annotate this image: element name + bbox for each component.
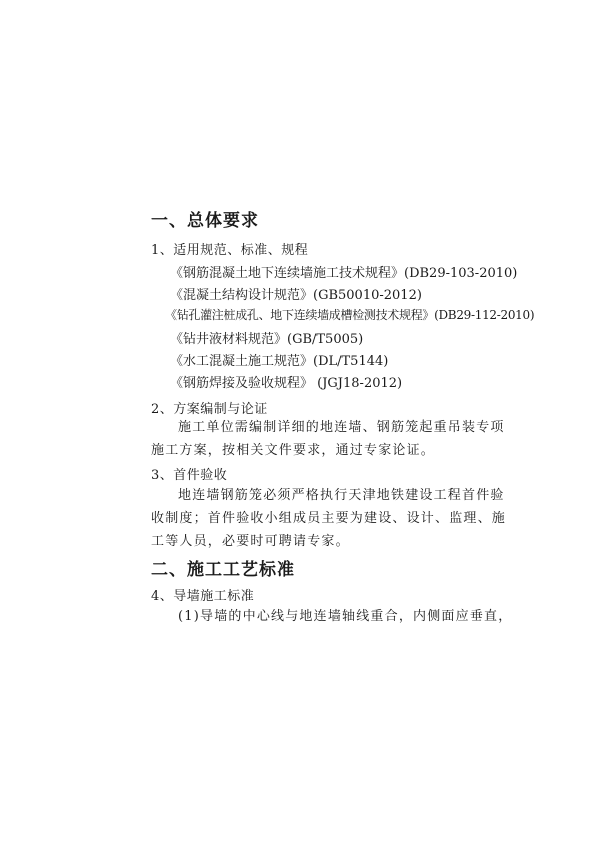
paragraph-line: 施工方案，按相关文件要求，通过专家论证。 — [151, 443, 436, 458]
standard-reference: 《混凝土结构设计规范》(GB50010-2012) — [170, 288, 422, 303]
paragraph-line: (1)导墙的中心线与地连墙轴线重合，内侧面应垂直， — [178, 609, 513, 624]
standard-reference: 《钢筋焊接及验收规程》 (JGJ18-2012) — [170, 376, 403, 391]
paragraph-line: 施工单位需编制详细的地连墙、钢筋笼起重吊装专项 — [178, 420, 505, 435]
item-heading-first-piece-acceptance: 3、首件验收 — [151, 468, 228, 483]
paragraph-first-piece-acceptance — [151, 484, 507, 553]
paragraph-line: 地连墙钢筋笼必须严格执行天津地铁建设工程首件验 — [178, 488, 505, 503]
paragraph-line: 收制度；首件验收小组成员主要为建设、设计、监理、施 — [151, 511, 507, 526]
paragraph-plan-preparation — [151, 416, 505, 462]
section-heading-general-requirements: 一、总体要求 — [151, 211, 259, 231]
item-heading-applicable-standards: 1、适用规范、标准、规程 — [151, 243, 309, 258]
standard-reference: 《钢筋混凝土地下连续墙施工技术规程》(DB29-103-2010) — [170, 266, 518, 281]
item-heading-guide-wall-standards: 4、导墙施工标准 — [151, 589, 255, 604]
standard-reference: 《钻孔灌注桩成孔、地下连续墙成槽检测技术规程》(DB29-112-2010) — [165, 308, 535, 322]
section-heading-construction-standards: 二、施工工艺标准 — [151, 560, 295, 580]
standard-reference: 《水工混凝土施工规范》(DL/T5144) — [170, 354, 389, 369]
paragraph-guide-wall — [151, 605, 513, 628]
standard-reference: 《钻井液材料规范》(GB/T5005) — [170, 332, 364, 347]
item-heading-plan-preparation: 2、方案编制与论证 — [151, 402, 268, 417]
paragraph-line: 工等人员，必要时可聘请专家。 — [151, 534, 350, 549]
